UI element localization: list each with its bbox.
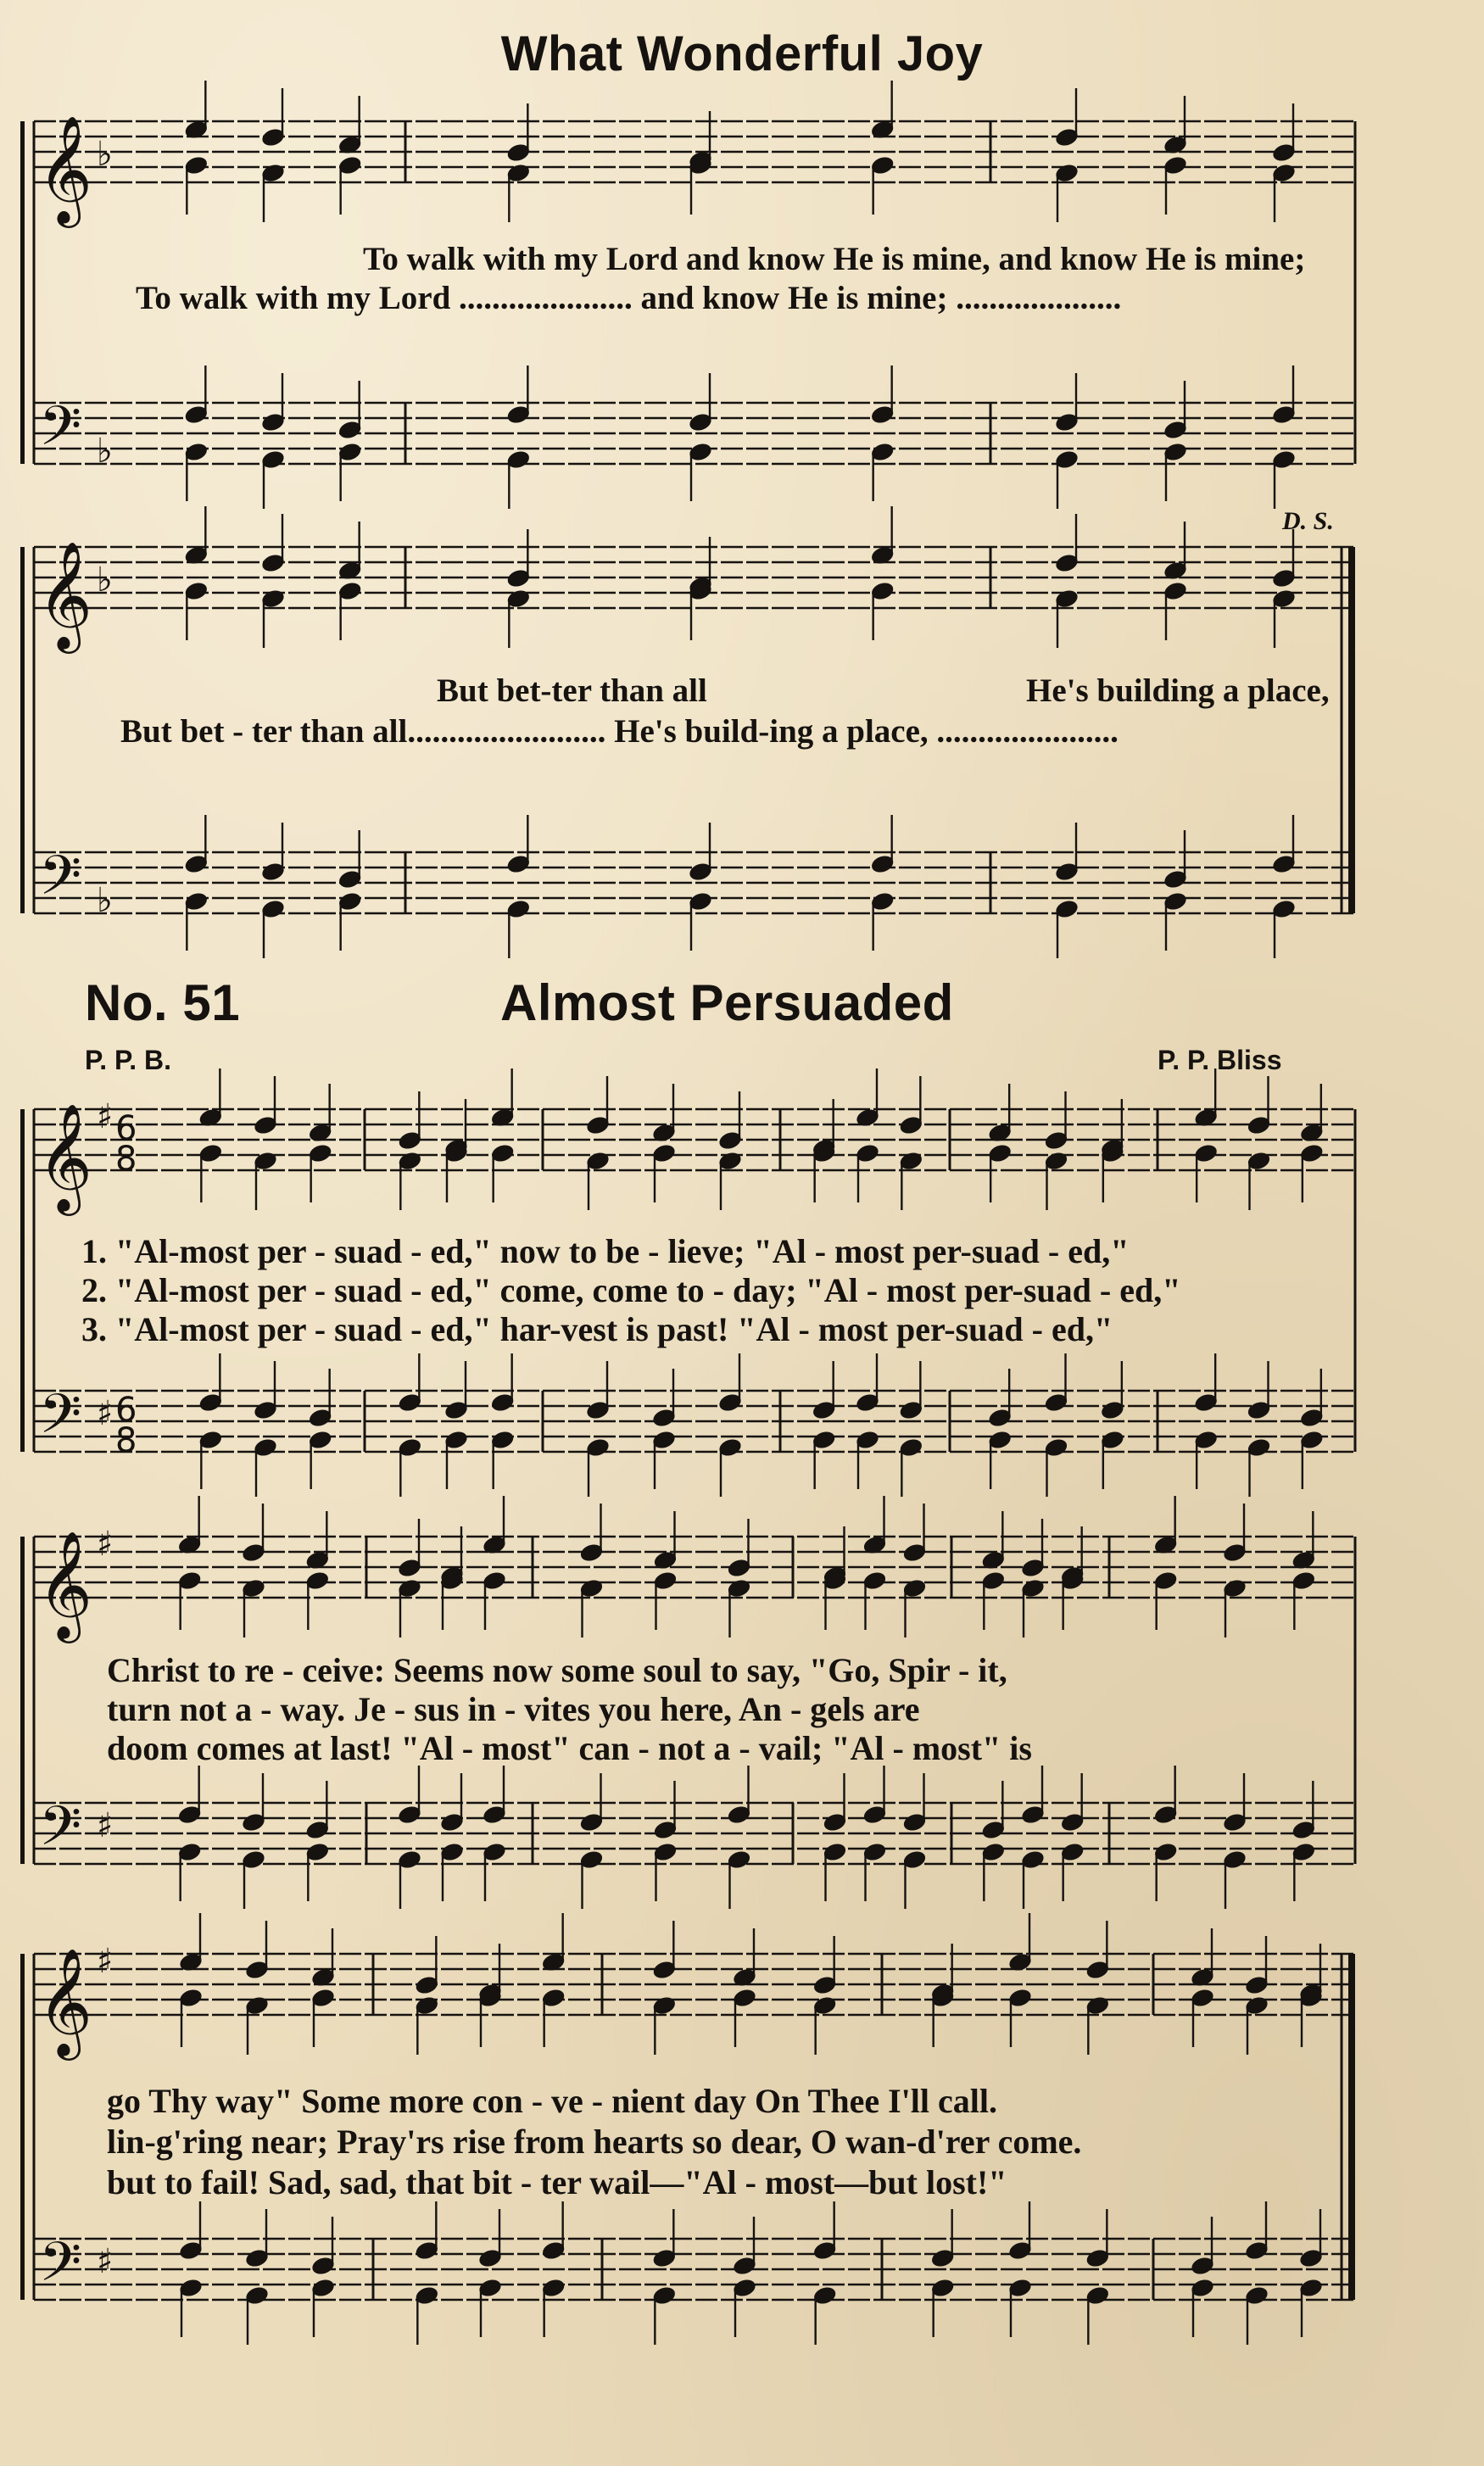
lyric-line: But bet - ter than all........................ He's build-ing a place, ...................... — [120, 713, 1119, 750]
hymn-number: No. 51 — [85, 974, 241, 1031]
lyric-line: He's building a place, — [1026, 672, 1330, 709]
verse-3-line: 3. "Al-most per - suad - ed," har-vest is past! "Al - most per-suad - ed," — [81, 1310, 1113, 1348]
verse-1-line: go Thy way" Some more con - ve - nient day On Thee I'll call. — [107, 2082, 997, 2120]
lyric-line: But bet-ter than all — [437, 672, 707, 709]
key-signature-icon: ♭ — [97, 561, 113, 600]
bass-clef-icon: 𝄢 — [39, 2231, 82, 2307]
system-bracket — [20, 1954, 25, 2300]
verse-2-line: turn not a - way. Je - sus in - vites you here, An - gels are — [107, 1690, 920, 1728]
treble-clef-icon: 𝄞 — [37, 1102, 93, 1211]
bass-clef-icon: 𝄢 — [39, 395, 82, 471]
final-bar-line — [1348, 547, 1355, 913]
lyric-line: To walk with my Lord and know He is mine, and know He is mine; — [363, 241, 1306, 277]
treble-clef-icon: 𝄞 — [37, 114, 93, 223]
verse-2-line: 2. "Al-most per - suad - ed," come, come to - day; "Al - most per-suad - ed," — [81, 1271, 1181, 1309]
treble-clef-icon: 𝄞 — [37, 1947, 93, 2056]
verse-2-line: lin-g'ring near; Pray'rs rise from hearts so dear, O wan-d'rer come. — [107, 2123, 1082, 2161]
bass-clef-icon: 𝄢 — [39, 1383, 82, 1459]
key-signature-icon: ♯ — [97, 1394, 114, 1433]
verse-1-line: 1. "Al-most per - suad - ed," now to be - lieve; "Al - most per-suad - ed," — [81, 1232, 1130, 1270]
verse-3-line: doom comes at last! "Al - most" can - not a - vail; "Al - most" is — [107, 1729, 1032, 1767]
music-credit: P. P. Bliss — [1158, 1045, 1282, 1075]
system-bracket — [20, 121, 25, 464]
system-bracket — [20, 547, 25, 913]
hymn-title-what-wonderful-joy: What Wonderful Joy — [500, 26, 984, 81]
time-signature-numerator: 6 — [115, 1109, 137, 1148]
bass-clef-icon: 𝄢 — [39, 1795, 82, 1872]
key-signature-icon: ♯ — [97, 1806, 114, 1845]
ds-marking: D. S. — [1282, 507, 1334, 535]
bass-clef-icon: 𝄢 — [39, 845, 82, 921]
system-bracket — [20, 1109, 25, 1452]
verse-1-line: Christ to re - ceive: Seems now some soul to say, "Go, Spir - it, — [107, 1651, 1007, 1689]
key-signature-icon: ♯ — [97, 1942, 114, 1981]
system-bracket — [20, 1537, 25, 1864]
final-bar-line — [1348, 1954, 1355, 2300]
treble-clef-icon: 𝄞 — [37, 1530, 93, 1638]
treble-clef-icon: 𝄞 — [37, 540, 93, 649]
key-signature-icon: ♭ — [97, 135, 113, 174]
key-signature-icon: ♯ — [97, 1525, 114, 1564]
time-signature-denominator: 8 — [115, 1140, 137, 1179]
key-signature-icon: ♯ — [97, 1097, 114, 1136]
time-signature-denominator: 8 — [115, 1421, 137, 1460]
lyric-line: To walk with my Lord ..................... and know He is mine; .................... — [136, 280, 1122, 316]
hymn-title-almost-persuaded: Almost Persuaded — [500, 974, 954, 1031]
key-signature-icon: ♭ — [97, 432, 113, 471]
key-signature-icon: ♯ — [97, 2242, 114, 2281]
words-credit: P. P. B. — [85, 1045, 171, 1075]
time-signature-numerator: 6 — [115, 1391, 137, 1430]
key-signature-icon: ♭ — [97, 881, 113, 920]
verse-3-line: but to fail! Sad, sad, that bit - ter wail—"Al - most—but lost!" — [107, 2163, 1007, 2201]
